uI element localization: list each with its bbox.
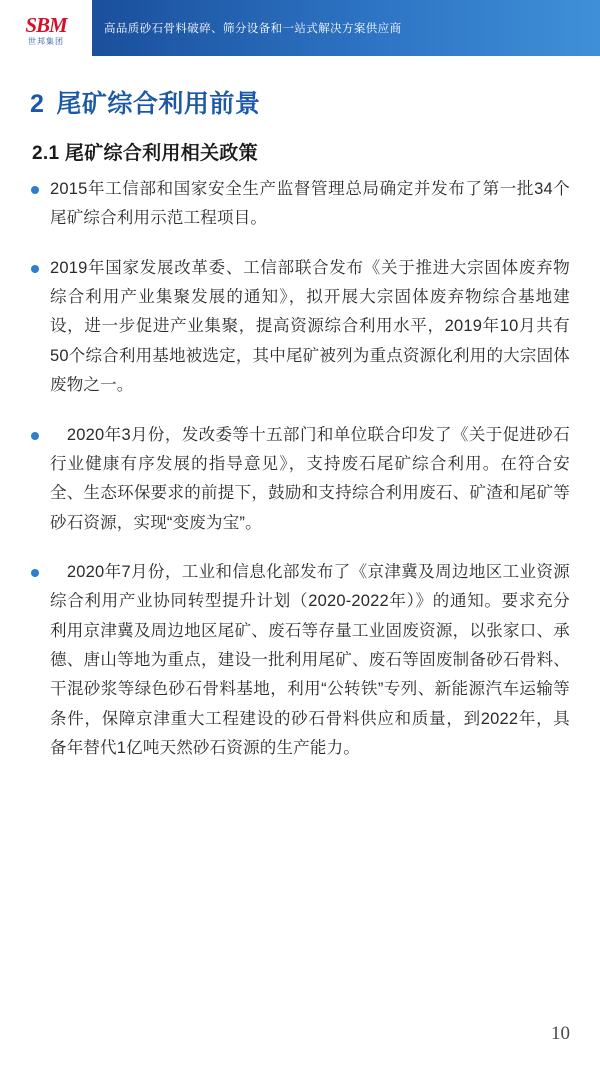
logo-subtitle: 世邦集团: [28, 36, 64, 46]
logo-wordmark: SBM: [25, 12, 67, 37]
chapter-number: 2: [30, 90, 45, 118]
company-logo: [0, 0, 92, 56]
page-content: [0, 56, 600, 763]
chapter-title: 尾矿综合利用前景: [56, 90, 261, 118]
header-banner: [92, 0, 600, 56]
bullet-paragraph: [30, 254, 570, 401]
chapter-heading: [30, 84, 570, 120]
paragraph-text: 2015年工信部和国家安全生产监督管理总局确定并发布了第一批34个尾矿综合利用示范工程项目。: [50, 180, 570, 228]
paragraph-text: 2019年国家发展改革委、工信部联合发布《关于推进大宗固体废弃物综合利用产业集聚发展的通知》，拟开展大宗固体废弃物综合基地建设，进一步促进产业集聚，提高资源综合利用水平，2019年10月共有50个综合利用基地被选定，其中尾矿被列为重点资源化利用的大宗固体废物之一。: [50, 258, 570, 395]
header-banner-text: 高品质砂石骨料破碎、筛分设备和一站式解决方案供应商: [104, 23, 402, 35]
section-heading: 2.1 尾矿综合利用相关政策: [32, 143, 258, 164]
bullet-dot-icon: [31, 569, 39, 577]
page-number: 10: [551, 1023, 570, 1044]
bullet-paragraph: [30, 558, 570, 764]
bullet-paragraph: [30, 175, 570, 234]
bullet-dot-icon: [31, 265, 39, 273]
bullet-paragraph: [30, 421, 570, 538]
paragraph-text: 2020年3月份，发改委等十五部门和单位联合印发了《关于促进砂石行业健康有序发展的指导意见》，支持废石尾矿综合利用。在符合安全、生态环保要求的前提下，鼓励和支持综合利用废石、矿渣和尾矿等砂石资源，实现“变废为宝”。: [50, 425, 570, 532]
paragraph-text: 2020年7月份，工业和信息化部发布了《京津冀及周边地区工业资源综合利用产业协同转型提升计划（2020-2022年）》的通知。要求充分利用京津冀及周边地区尾矿、废石等存量工业固废资源，以张家口、承德、唐山等地为重点，建设一批利用尾矿、废石等固废制备砂石骨料、干混砂浆等绿色砂石骨料基地，利用“公转铁”专列、新能源汽车运输等条件，保障京津重大工程建设的砂石骨料供应和质量，到2022年，具备年替代1亿吨天然砂石资源的生产能力。: [50, 562, 570, 758]
bullet-dot-icon: [31, 432, 39, 440]
bullet-dot-icon: [31, 186, 39, 194]
page-header: [0, 0, 600, 56]
